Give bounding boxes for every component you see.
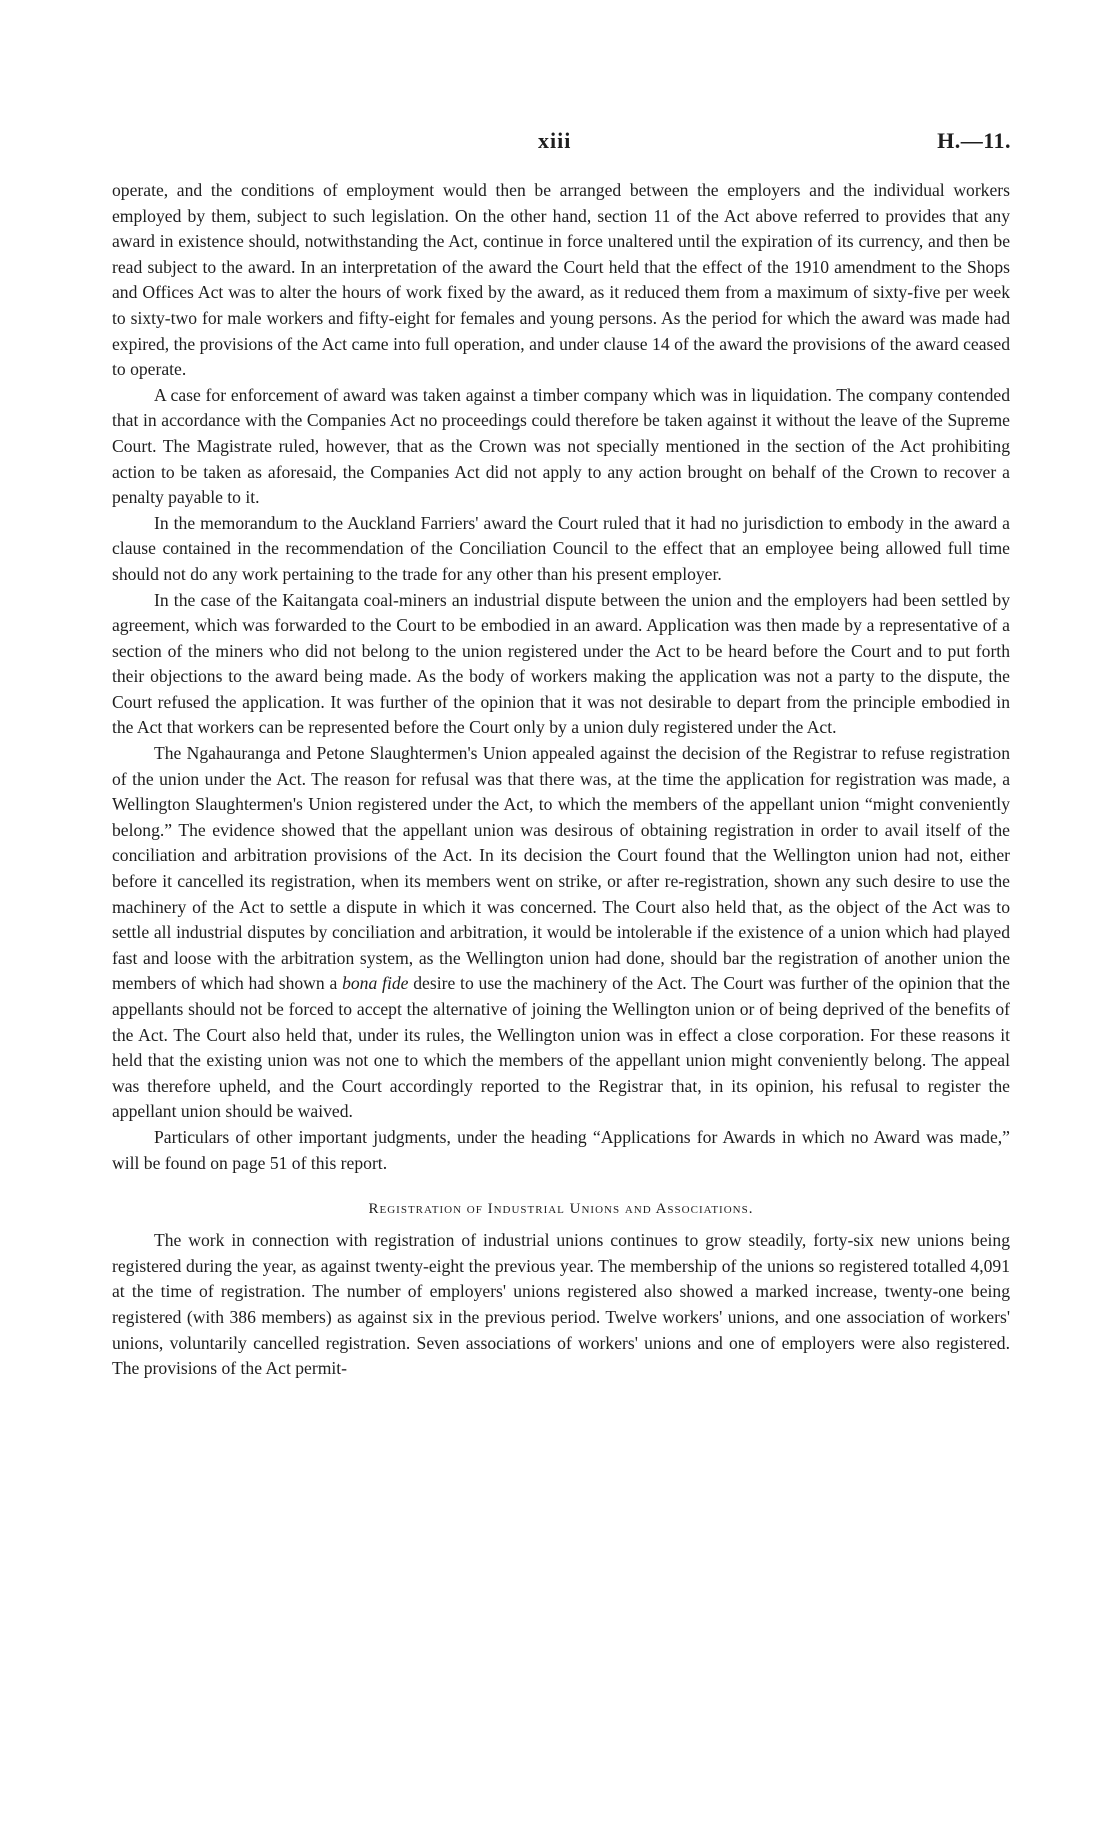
paragraph-kaitangata-coal-miners: In the case of the Kaitangata coal-miners an industrial dispute between the union and the employers had been settled by agreement, which was forwarded to the Court to be embodied in an award. Application was then made by a representative of a section of the miners who did not belong to the union registered under the Act to be heard before the Court and to put forth their objections to the award being made. As the body of workers making the application was not a party to the dispute, the Court refused the application. It was further of the opinion that it was not desirable to depart from the principle embodied in the Act that workers can be represented before the Court only by a union duly registered under the Act.	[112, 589, 1010, 738]
slaughtermen-text-part-1: The Ngahauranga and Petone Slaughtermen's Union appealed against the decision of the Registrar to refuse registration of the union under the Act. The reason for refusal was that there was, at the time the application for registration was made, a Wellington Slaughtermen's Union registered under the Act, to which the members of the appellant union “might conveniently belong.” The evidence showed that the appellant union was desirous of obtaining registration in order to avail itself of the conciliation and arbitration provisions of the Act. In its decision the Court found that the Wellington union had not, either before it cancelled its registration, when its members went on strike, or after re-registration, shown any such desire to use the machinery of the Act to settle a dispute in which it was concerned. The Court also held that, as the object of the Act was to settle all industrial disputes by conciliation and arbitration, it would be intolerable if the existence of a union which had played fast and loose with the arbitration system, as the Wellington union had done, should bar the registration of another union the members of which had shown a	[112, 743, 1010, 994]
page-number: xiii	[538, 128, 572, 153]
page-header	[0, 128, 1114, 160]
section-heading: Registration of Industrial Unions and Associations.	[368, 1201, 754, 1218]
paragraph-slaughtermen-union	[112, 741, 1010, 1125]
italic-phrase: bona fide	[342, 973, 409, 994]
slaughtermen-text-part-2: desire to use the machinery of the Act. The Court was further of the opinion that the appellants should not be forced to accept the alternative of joining the Wellington union or of being deprived of the benefits of the Act. The Court also held that, under its rules, the Wellington union was in effect a close corporation. For these reasons it held that the existing union was not one to which the members of the appellant union might conveniently belong. The appeal was therefore upheld, and the Court accordingly reported to the Registrar that, in its opinion, his refusal to register the appellant union should be waived.	[112, 973, 1010, 1122]
paragraph-auckland-farriers: In the memorandum to the Auckland Farriers' award the Court ruled that it had no jurisdiction to embody in the award a clause contained in the recommendation of the Conciliation Council to the effect that an employee being allowed full time should not do any work pertaining to the trade for any other than his present employer.	[112, 512, 1010, 584]
paragraph-particulars: Particulars of other important judgments, under the heading “Applications for Awards in which no Award was made,” will be found on page 51 of this report.	[112, 1126, 1010, 1173]
body-text	[112, 178, 1010, 1382]
paragraph-registration: The work in connection with registration of industrial unions continues to grow steadily, forty-six new unions being registered during the year, as against twenty-eight the previous year. The membership of the unions so registered totalled 4,091 at the time of registration. The number of employers' unions registered also showed a marked increase, twenty-one being registered (with 386 members) as against six in the previous period. Twelve workers' unions, and one association of workers' unions, voluntarily cancelled registration. Seven associations of workers' unions and one of employers were also registered. The provisions of the Act permit-	[112, 1230, 1010, 1379]
paragraph-award-operation: operate, and the conditions of employment would then be arranged between the employers and the individual workers employed by them, subject to such legislation. On the other hand, section 11 of the Act above referred to provides that any award in existence should, notwithstanding the Act, continue in force unaltered until the expiration of its currency, and then be read subject to the award. In an interpretation of the award the Court held that the effect of the 1910 amendment to the Shops and Offices Act was to alter the hours of work fixed by the award, as it reduced them from a maximum of sixty-five per week to sixty-two for male workers and fifty-eight for females and young persons. As the period for which the award was made had expired, the provisions of the Act came into full operation, and under clause 14 of the award the provisions of the award ceased to operate.	[112, 180, 1010, 380]
paragraph-timber-company: A case for enforcement of award was taken against a timber company which was in liquidation. The company contended that in accordance with the Companies Act no proceedings could therefore be taken against it without the leave of the Supreme Court. The Magistrate ruled, however, that as the Crown was not specially mentioned in the section of the Act prohibiting action to be taken as aforesaid, the Companies Act did not apply to any action brought on behalf of the Crown to recover a penalty payable to it.	[112, 384, 1010, 508]
document-reference: H.—11.	[937, 128, 1011, 153]
